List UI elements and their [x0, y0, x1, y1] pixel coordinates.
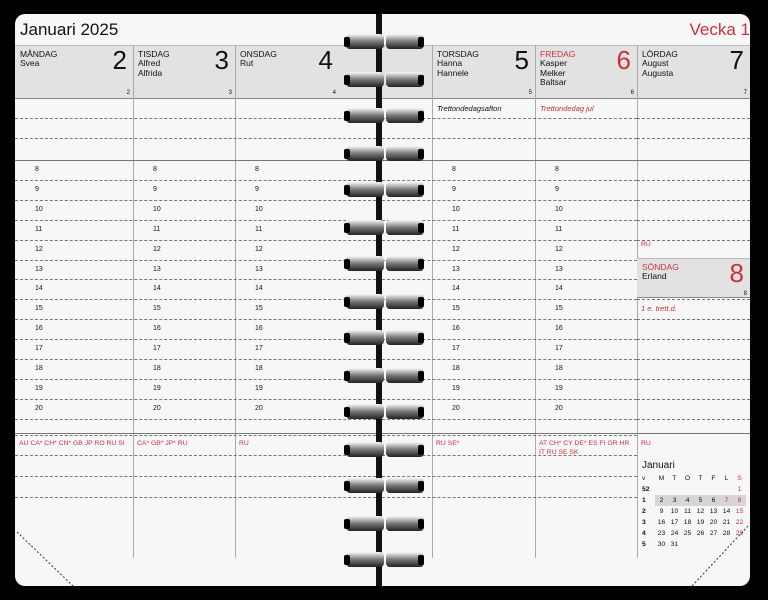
name-day: Erland [642, 271, 667, 281]
name-days [20, 59, 39, 69]
row-line [637, 359, 750, 360]
calendar-day: 27 [709, 530, 718, 537]
week-number: 5 [642, 541, 646, 548]
hour-label: 12 [452, 245, 460, 253]
hour-label: 19 [35, 384, 43, 392]
row-line [637, 220, 750, 221]
calendar-day [694, 484, 707, 495]
hour-label: 13 [555, 265, 563, 273]
row-line [382, 279, 637, 280]
day-of-year: 7 [743, 90, 747, 96]
row-line [382, 138, 637, 139]
spiral-ring [340, 68, 428, 92]
name-day: Kasper [540, 58, 567, 68]
hour-label: 12 [555, 245, 563, 253]
weekday-header: L [724, 475, 729, 482]
row-line [15, 419, 376, 420]
hour-label: 17 [555, 345, 563, 353]
calendar-day: 17 [670, 519, 679, 526]
country-codes: RU [239, 440, 249, 447]
hour-label: 16 [452, 325, 460, 333]
row-line [637, 419, 750, 420]
calendar-day: 28 [722, 530, 731, 537]
calendar-day: 21 [722, 519, 731, 526]
spiral-ring [340, 30, 428, 54]
hour-label: 13 [452, 265, 460, 273]
row-line [15, 497, 376, 498]
mini-calendar-title: Januari [642, 460, 675, 471]
calendar-day: 31 [670, 541, 679, 548]
country-codes: AT CH* CY DE* ES FI GR HR IT RU SE SK [539, 440, 630, 456]
row-line [15, 260, 376, 261]
name-day: Alfrida [138, 67, 163, 78]
name-day: August [642, 58, 669, 68]
hour-label: 11 [153, 225, 161, 233]
column-divider [432, 45, 433, 558]
calendar-day: 16 [657, 519, 666, 526]
row-line [637, 339, 750, 340]
day-number: 5 [514, 45, 529, 75]
name-day: Baltsar [540, 77, 567, 87]
name-day: Hannele [437, 67, 469, 78]
hour-label: 10 [555, 205, 563, 213]
row-line [15, 319, 376, 320]
day-header [432, 45, 535, 97]
week-title: Vecka 1 [689, 20, 750, 39]
hour-label: 16 [35, 325, 43, 333]
hour-label: 18 [452, 365, 460, 372]
row-line [15, 118, 376, 119]
calendar-day: 12 [696, 508, 705, 515]
hour-label: 10 [153, 205, 161, 213]
calendar-day: 25 [683, 530, 692, 537]
hour-label: 13 [35, 265, 43, 273]
name-days [437, 59, 469, 78]
row-line [15, 279, 376, 280]
day-name: LÖRDAG [642, 49, 678, 59]
calendar-day: 5 [694, 495, 707, 506]
row-line [15, 160, 376, 161]
day-of-year: 4 [332, 90, 336, 96]
row-line [15, 220, 376, 221]
hour-label: 16 [255, 325, 263, 333]
hour-label: 18 [555, 365, 563, 372]
calendar-day: 26 [696, 530, 705, 537]
weekday-header: T [698, 475, 703, 482]
hour-label: 20 [452, 404, 460, 412]
calendar-day: 3 [668, 495, 681, 506]
hour-label: 10 [255, 205, 263, 213]
hour-label: 20 [35, 404, 43, 412]
calendar-day [720, 484, 733, 495]
name-days [642, 59, 673, 78]
hour-label: 11 [555, 225, 563, 233]
hour-label: 9 [555, 185, 559, 193]
hour-label: 19 [255, 384, 263, 392]
spiral-ring [340, 438, 428, 462]
name-day: Augusta [642, 67, 674, 78]
hour-label: 16 [153, 325, 161, 333]
weekday-header: v [642, 475, 646, 482]
hour-label: 14 [452, 285, 460, 293]
column-divider [133, 45, 134, 558]
day-of-year: 5 [528, 90, 532, 96]
spiral-ring [340, 252, 428, 276]
day-number: 7 [729, 45, 744, 75]
day-of-year: 6 [630, 90, 634, 96]
spiral-ring [340, 512, 428, 536]
weekday-header: S [737, 475, 742, 482]
calendar-day: 11 [683, 508, 692, 515]
hour-label: 8 [153, 166, 157, 173]
spiral-ring [340, 178, 428, 202]
week-number: 3 [642, 519, 646, 526]
calendar-day: 1 [737, 486, 742, 493]
column-divider [637, 45, 638, 558]
name-days [642, 272, 667, 282]
spiral-ring [340, 400, 428, 424]
spiral-ring [340, 326, 428, 350]
calendar-day: 24 [670, 530, 679, 537]
day-number: 3 [214, 45, 229, 75]
hour-label: 20 [555, 404, 563, 412]
hour-label: 18 [35, 365, 43, 372]
day-of-year: 3 [228, 90, 232, 96]
name-day: Alfred [138, 58, 161, 68]
hour-label: 16 [555, 325, 563, 333]
weekday-header: T [672, 475, 677, 482]
name-day: Melker [540, 67, 566, 78]
hour-label: 8 [35, 166, 39, 173]
hour-label: 10 [452, 205, 460, 213]
country-codes: RU [641, 440, 651, 447]
hour-label: 14 [255, 285, 263, 293]
day-of-year: 8 [743, 291, 747, 297]
calendar-day: 7 [720, 495, 733, 506]
corner-perforation-left [15, 530, 75, 590]
spiral-ring [340, 364, 428, 388]
sunday-header [637, 258, 750, 298]
row-line [15, 435, 376, 436]
row-line [637, 319, 750, 320]
calendar-day: 29 [735, 530, 744, 537]
row-line [15, 339, 376, 340]
row-line [15, 359, 376, 360]
row-line [15, 180, 376, 181]
row-line [15, 240, 376, 241]
day-name: MÅNDAG [20, 49, 58, 59]
country-codes: AU CA* CH* CN* GB JP RO RU SI [19, 440, 125, 447]
hour-label: 17 [35, 345, 43, 353]
hour-label: 17 [153, 345, 161, 353]
row-line [637, 399, 750, 400]
spiral-ring [340, 474, 428, 498]
weekday-header: F [711, 475, 716, 482]
hour-label: 15 [555, 305, 563, 313]
hour-label: 20 [255, 404, 263, 412]
calendar-day: 23 [657, 530, 666, 537]
day-header [133, 45, 235, 97]
calendar-day: 13 [709, 508, 718, 515]
weekday-header: M [658, 475, 665, 482]
hour-label: 13 [255, 265, 263, 273]
hour-label: 15 [35, 305, 43, 313]
hour-label: 11 [35, 225, 43, 233]
hour-label: 18 [255, 365, 263, 372]
calendar-day: 30 [657, 541, 666, 548]
hour-label: 9 [255, 185, 259, 193]
country-codes: CA* GB* JP* RU [137, 440, 188, 447]
hour-label: 11 [452, 225, 460, 233]
spiral-ring [340, 290, 428, 314]
day-header [637, 45, 750, 97]
day-name: ONSDAG [240, 49, 277, 59]
calendar-day: 4 [681, 495, 694, 506]
hour-label: 20 [153, 404, 161, 412]
calendar-day [668, 484, 681, 495]
calendar-day [681, 484, 694, 495]
row-line [382, 319, 637, 320]
row-line [15, 433, 376, 434]
hour-label: 8 [452, 166, 456, 173]
calendar-day: 19 [696, 519, 705, 526]
hour-label: 17 [255, 345, 263, 353]
calendar-day [707, 484, 720, 495]
hour-label: 14 [35, 285, 43, 293]
calendar-day: 6 [707, 495, 720, 506]
calendar-day: 20 [709, 519, 718, 526]
row-line [637, 160, 750, 161]
week-number: 1 [642, 497, 646, 504]
weekday-header: O [684, 475, 691, 482]
calendar-day: 2 [655, 495, 668, 506]
hour-label: 19 [555, 384, 563, 392]
row-line [637, 240, 750, 241]
row-line [637, 180, 750, 181]
hour-label: 11 [255, 225, 263, 233]
hour-label: 10 [35, 205, 43, 213]
country-codes: RU [641, 241, 651, 248]
day-number: 4 [318, 45, 333, 75]
spiral-ring [340, 548, 428, 572]
hour-label: 15 [153, 305, 161, 313]
day-header [15, 45, 133, 97]
hour-label: 17 [452, 345, 460, 353]
holiday-note: Trettondedag jul [540, 104, 594, 113]
day-name: FREDAG [540, 49, 576, 59]
calendar-day: 22 [735, 519, 744, 526]
day-header [235, 45, 339, 97]
calendar-day: 9 [659, 508, 664, 515]
corner-perforation-right [690, 524, 750, 588]
spiral-ring [340, 216, 428, 240]
day-header [535, 45, 637, 97]
holiday-note: Trettondedagsafton [437, 104, 502, 113]
name-days [540, 59, 567, 88]
hour-label: 14 [153, 285, 161, 293]
calendar-day: 14 [722, 508, 731, 515]
holiday-note: 1 e. trett.d. [641, 304, 677, 313]
day-of-year: 2 [126, 90, 130, 96]
row-line [15, 200, 376, 201]
hour-label: 9 [35, 185, 39, 193]
row-line [382, 359, 637, 360]
day-number: 2 [112, 45, 127, 75]
hour-label: 18 [153, 365, 161, 372]
row-line [637, 299, 750, 300]
row-line [382, 433, 750, 434]
name-day: Rut [240, 58, 254, 68]
hour-label: 8 [555, 166, 559, 173]
row-line [382, 435, 637, 436]
country-codes: RU SE* [436, 440, 460, 447]
hour-label: 15 [255, 305, 263, 313]
name-days [138, 59, 162, 78]
column-divider [235, 45, 236, 558]
name-days [240, 59, 253, 69]
calendar-day: 10 [670, 508, 679, 515]
week-number: 52 [642, 486, 650, 493]
row-line [15, 455, 376, 456]
row-line [15, 399, 376, 400]
row-line [15, 379, 376, 380]
row-line [15, 476, 376, 477]
spiral-ring [340, 104, 428, 128]
calendar-day: 18 [683, 519, 692, 526]
hour-label: 13 [153, 265, 161, 273]
day-name: SÖNDAG [642, 262, 679, 272]
hour-label: 14 [555, 285, 563, 293]
hour-label: 9 [452, 185, 456, 193]
hour-label: 12 [35, 245, 43, 253]
calendar-day: 15 [735, 508, 744, 515]
hour-label: 9 [153, 185, 157, 193]
row-line [637, 138, 750, 139]
column-divider [535, 45, 536, 558]
calendar-day [655, 484, 668, 495]
month-title: Januari 2025 [20, 20, 119, 39]
day-number: 8 [729, 258, 744, 288]
hour-label: 15 [452, 305, 460, 313]
row-line [15, 299, 376, 300]
hour-label: 19 [452, 384, 460, 392]
name-day: Svea [20, 58, 40, 68]
day-number: 6 [616, 45, 631, 75]
week-number: 4 [642, 530, 646, 537]
row-line [15, 138, 376, 139]
hour-label: 19 [153, 384, 161, 392]
hour-label: 12 [153, 245, 161, 253]
day-name: TORSDAG [437, 49, 479, 59]
calendar-day: 8 [733, 495, 746, 506]
day-name: TISDAG [138, 49, 170, 59]
row-line [637, 118, 750, 119]
spiral-ring [340, 142, 428, 166]
hour-label: 12 [255, 245, 263, 253]
week-number: 2 [642, 508, 646, 515]
row-line [637, 200, 750, 201]
name-day: Hanna [437, 58, 463, 68]
hour-label: 8 [255, 166, 259, 173]
row-line [637, 379, 750, 380]
